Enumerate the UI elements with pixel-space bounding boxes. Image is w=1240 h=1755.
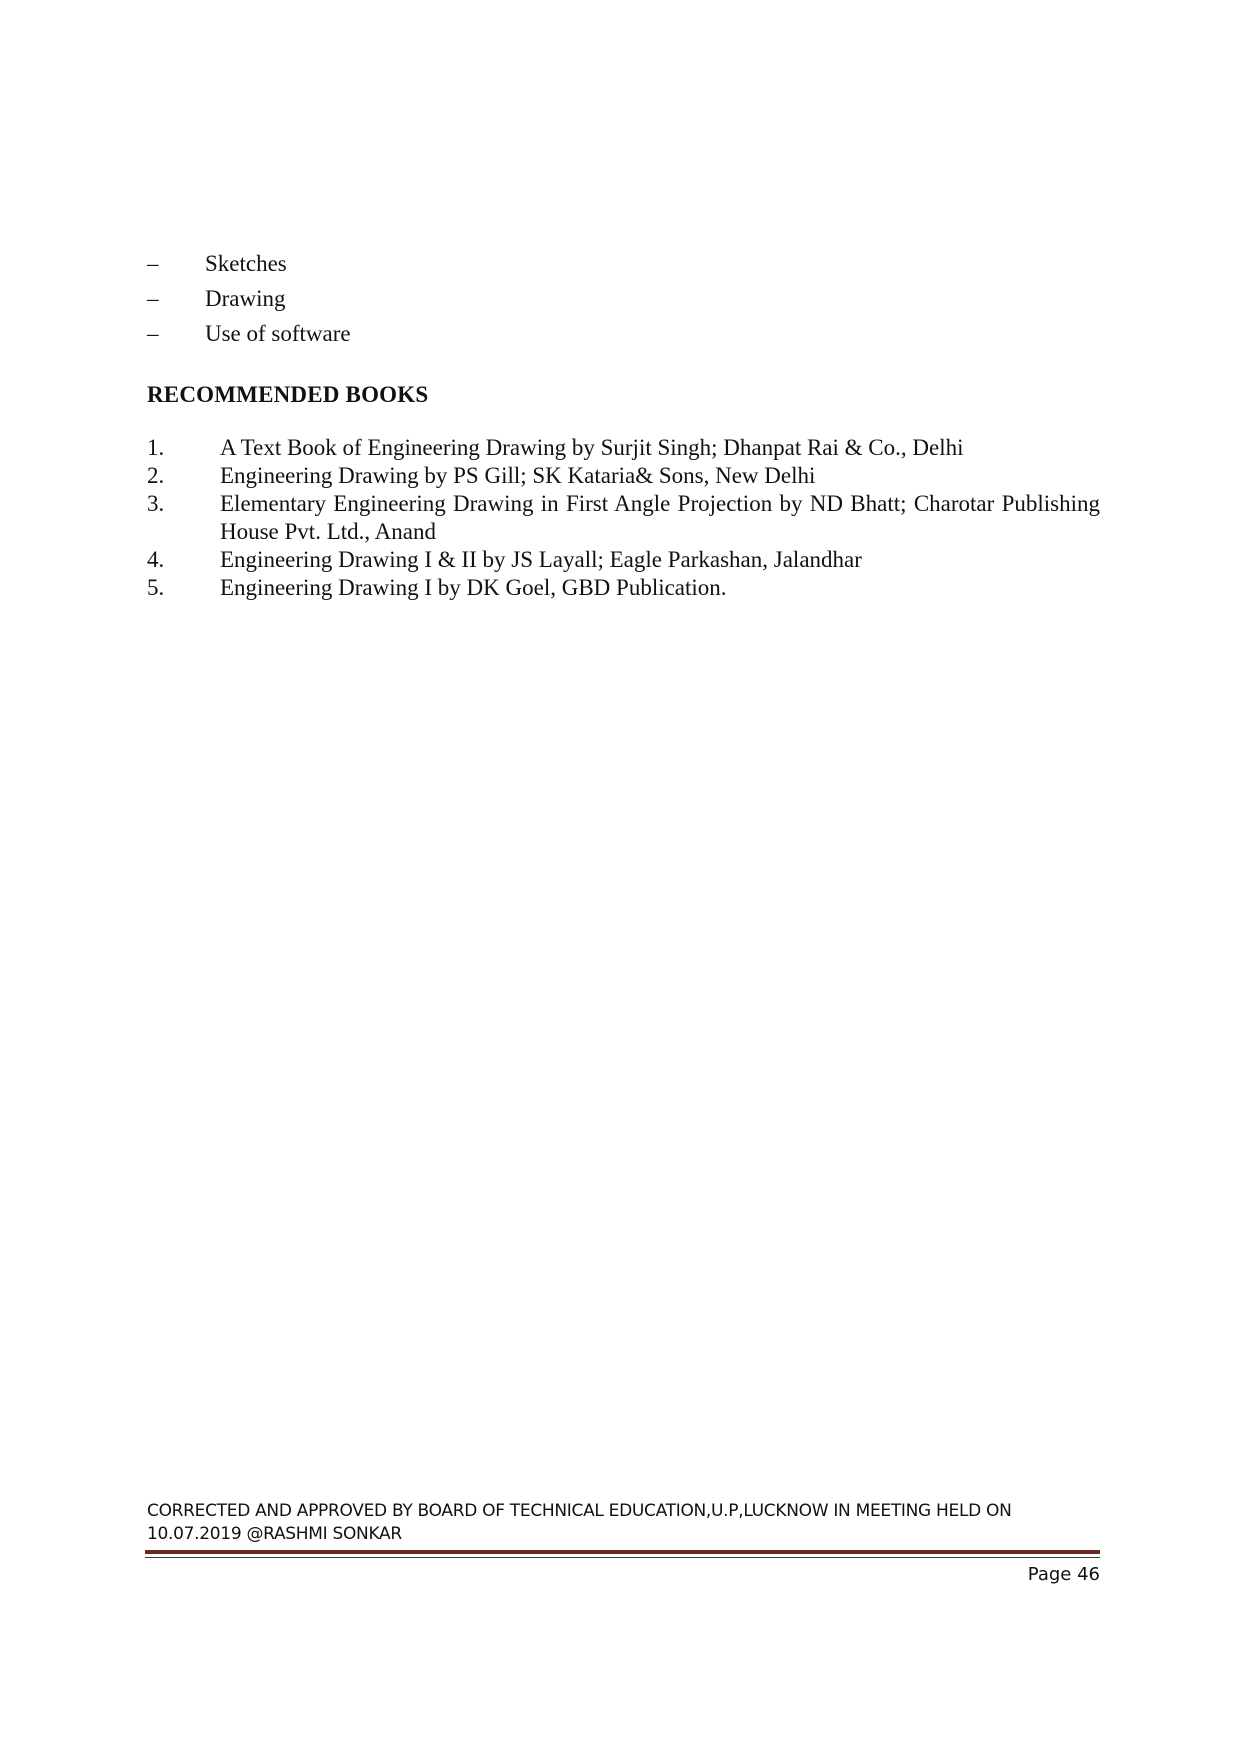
book-item: [147, 490, 1100, 546]
list-item-text: Drawing: [205, 286, 286, 311]
book-list: [147, 434, 1100, 602]
book-item: [147, 462, 1100, 490]
book-number: 2.: [147, 463, 165, 488]
list-item: [147, 281, 1047, 316]
book-item: [147, 546, 1100, 574]
book-text: A Text Book of Engineering Drawing by Surjit Singh; Dhanpat Rai & Co., Delhi: [220, 435, 964, 460]
book-number: 5.: [147, 575, 165, 600]
page-number: Page 46: [1027, 1564, 1100, 1585]
book-number: 4.: [147, 547, 165, 572]
list-item-text: Sketches: [205, 251, 287, 276]
book-item: [147, 434, 1100, 462]
book-number: 3.: [147, 491, 165, 516]
dash-bullet: –: [147, 286, 159, 311]
footer-approval-text: CORRECTED AND APPROVED BY BOARD OF TECHNICAL EDUCATION,U.P,LUCKNOW IN MEETING HELD ON 10.07.2019 @RASHMI SONKAR: [147, 1501, 1012, 1544]
book-number: 1.: [147, 435, 165, 460]
book-text: Elementary Engineering Drawing in First Angle Projection by ND Bhatt; Charotar Publishing House Pvt. Ltd., Anand: [220, 491, 1100, 544]
list-item-text: Use of software: [205, 321, 351, 346]
dash-list: [147, 246, 1047, 351]
list-item: [147, 246, 1047, 281]
footer-rule: [145, 1550, 1100, 1554]
list-item: [147, 316, 1047, 351]
footer-rule-thin: [145, 1557, 1100, 1558]
dash-bullet: –: [147, 321, 159, 346]
book-item: [147, 574, 1100, 602]
dash-bullet: –: [147, 251, 159, 276]
section-heading: RECOMMENDED BOOKS: [147, 382, 429, 407]
book-text: Engineering Drawing I by DK Goel, GBD Publication.: [220, 575, 727, 600]
book-text: Engineering Drawing by PS Gill; SK Kataria& Sons, New Delhi: [220, 463, 816, 488]
book-text: Engineering Drawing I & II by JS Layall; Eagle Parkashan, Jalandhar: [220, 547, 862, 572]
